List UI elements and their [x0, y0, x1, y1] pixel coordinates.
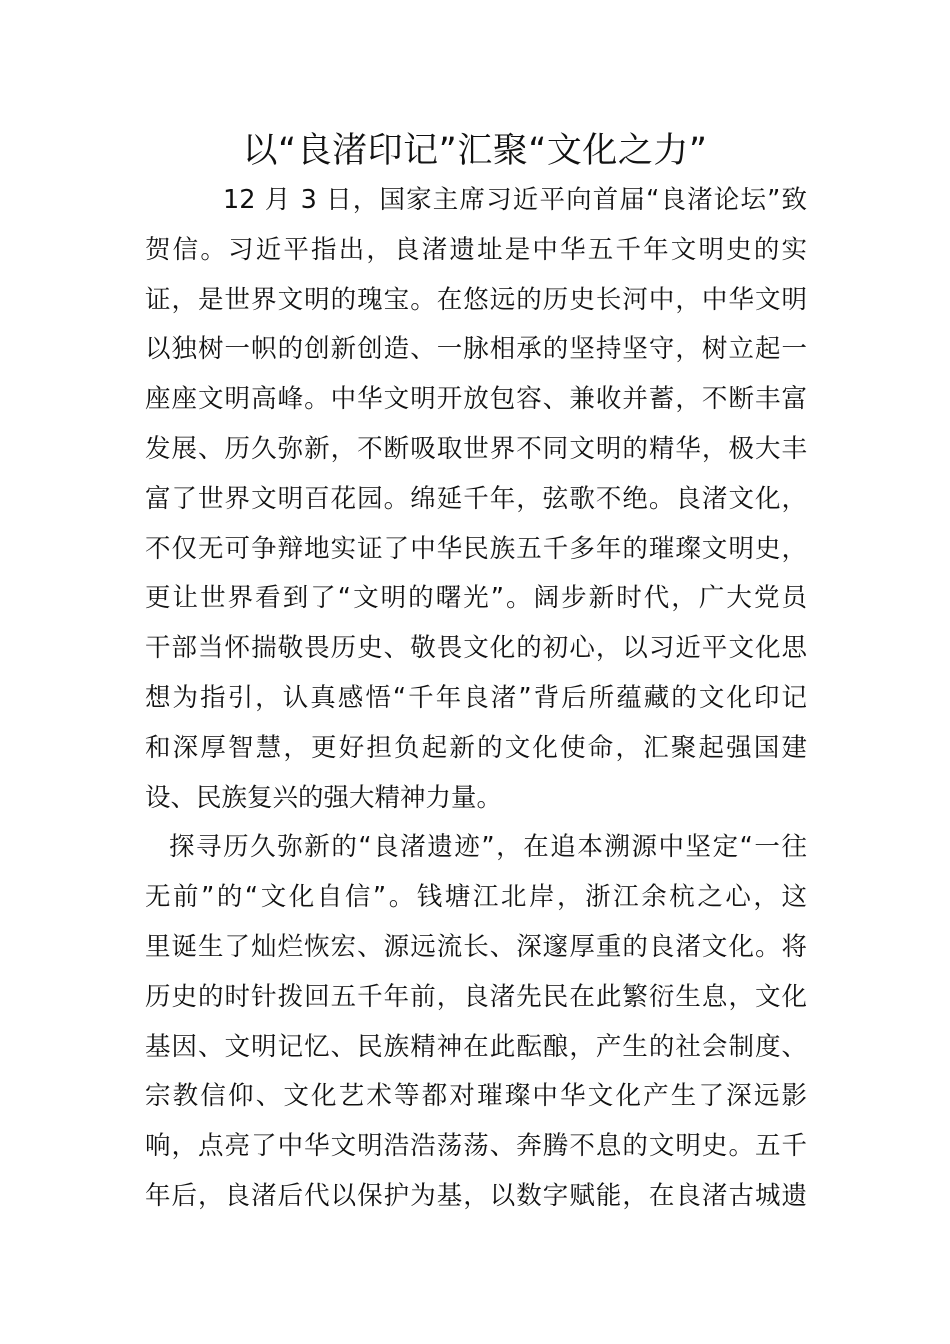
paragraph-line: 富了世界文明百花园。绵延千年，弦歌不绝。良渚文化，: [145, 483, 807, 514]
paragraph-line: 响，点亮了中华文明浩浩荡荡、奔腾不息的文明史。五千: [145, 1131, 807, 1162]
paragraph-line: 里诞生了灿烂恢宏、源远流长、深邃厚重的良渚文化。将: [145, 931, 807, 962]
paragraph-2: [145, 823, 807, 1221]
paragraph-line: 座座文明高峰。中华文明开放包容、兼收并蓄，不断丰富: [145, 384, 807, 415]
paragraph-line: 不仅无可争辩地实证了中华民族五千多年的璀璨文明史，: [145, 533, 807, 564]
paragraph-line: 证，是世界文明的瑰宝。在悠远的历史长河中，中华文明: [145, 284, 807, 315]
paragraph-line: 贺信。习近平指出，良渚遗址是中华五千年文明史的实: [145, 234, 807, 265]
paragraph-line: 年后，良渚后代以保护为基，以数字赋能，在良渚古城遗: [145, 1180, 807, 1211]
paragraph-line: 宗教信仰、文化艺术等都对璀璨中华文化产生了深远影: [145, 1081, 807, 1112]
paragraph-line: 更让世界看到了“文明的曙光”。阔步新时代，广大党员: [145, 583, 807, 614]
paragraph-line: 发展、历久弥新，不断吸取世界不同文明的精华，极大丰: [145, 433, 807, 464]
paragraph-line: 无前”的“文化自信”。钱塘江北岸，浙江余杭之心，这: [145, 882, 807, 913]
document-body: [145, 176, 807, 1222]
paragraph-line: 历史的时针拨回五千年前，良渚先民在此繁衍生息，文化: [145, 981, 807, 1012]
paragraph-line: 设、民族复兴的强大精神力量。: [145, 782, 503, 813]
document-title: 以“良渚印记”汇聚“文化之力”: [242, 131, 708, 171]
paragraph-1: [145, 176, 807, 823]
paragraph-line: 基因、文明记忆、民族精神在此酝酿，产生的社会制度、: [145, 1031, 807, 1062]
paragraph-line: 探寻历久弥新的“良渚遗迹”，在追本溯源中坚定“一往: [169, 832, 807, 863]
paragraph-line: 12 月 3 日，国家主席习近平向首届“良渚论坛”致: [223, 185, 807, 215]
paragraph-line: 想为指引，认真感悟“千年良渚”背后所蕴藏的文化印记: [145, 682, 807, 713]
paragraph-line: 干部当怀揣敬畏历史、敬畏文化的初心，以习近平文化思: [145, 633, 807, 664]
paragraph-line: 以独树一帜的创新创造、一脉相承的坚持坚守，树立起一: [145, 334, 807, 365]
paragraph-line: 和深厚智慧，更好担负起新的文化使命，汇聚起强国建: [145, 732, 807, 763]
